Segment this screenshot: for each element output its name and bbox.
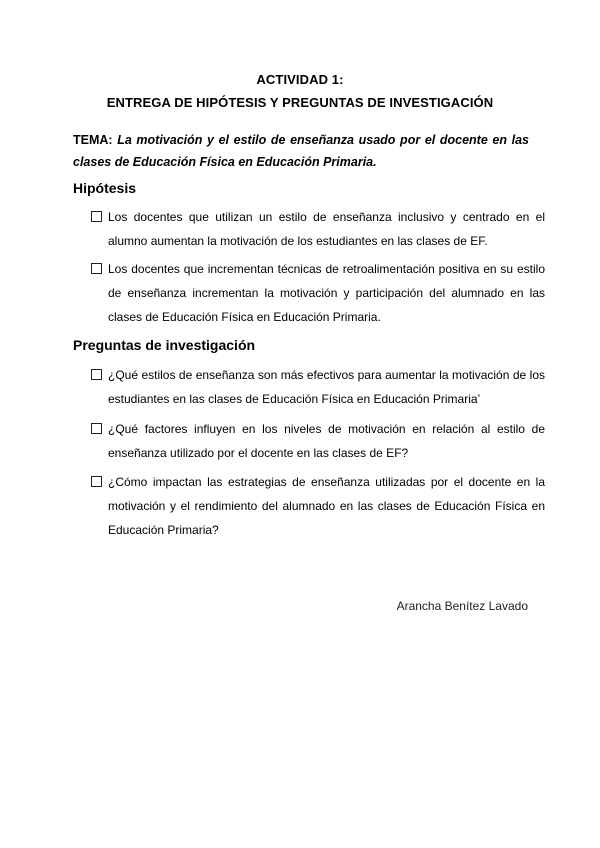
tema-label: TEMA: (73, 133, 113, 147)
pregunta-text: ¿Qué factores influyen en los niveles de motivación en relación al estilo de enseñanza utilizado por el docente en las clases de EF? (108, 422, 545, 460)
pregunta-text: ¿Qué estilos de enseñanza son más efectivos para aumentar la motivación de los estudiantes en las clases de Educación Física en Educación Primaria’ (108, 368, 545, 406)
tema-text: La motivación y el estilo de enseñanza usado por el docente en las clases de Educación Física en Educación Primaria. (73, 133, 529, 169)
hipotesis-text: Los docentes que utilizan un estilo de enseñanza inclusivo y centrado en el alumno aumentan la motivación de los estudiantes en las clases de EF. (108, 210, 545, 248)
hipotesis-heading: Hipótesis (73, 180, 137, 196)
checkbox-icon[interactable] (91, 423, 102, 434)
pregunta-item (91, 417, 545, 465)
hipotesis-item (91, 257, 545, 329)
pregunta-item (91, 470, 545, 542)
preguntas-heading: Preguntas de investigación (73, 337, 256, 353)
tema-paragraph (73, 129, 529, 173)
author-name: Arancha Benítez Lavado (396, 599, 528, 613)
hipotesis-item (91, 205, 545, 253)
activity-title: ACTIVIDAD 1: (256, 72, 344, 87)
pregunta-text: ¿Cómo impactan las estrategias de enseñanza utilizadas por el docente en la motivación y el rendimiento del alumnado en las clases de Educación Física en Educación Primaria? (108, 475, 545, 537)
checkbox-icon[interactable] (91, 211, 102, 222)
checkbox-icon[interactable] (91, 476, 102, 487)
checkbox-icon[interactable] (91, 263, 102, 274)
checkbox-icon[interactable] (91, 369, 102, 380)
hipotesis-text: Los docentes que incrementan técnicas de retroalimentación positiva en su estilo de enseñanza incrementan la motivación y participación del alumnado en las clases de Educación Física en Educación Primaria. (108, 262, 545, 324)
pregunta-item (91, 363, 545, 411)
activity-subtitle: ENTREGA DE HIPÓTESIS Y PREGUNTAS DE INVESTIGACIÓN (106, 95, 494, 110)
